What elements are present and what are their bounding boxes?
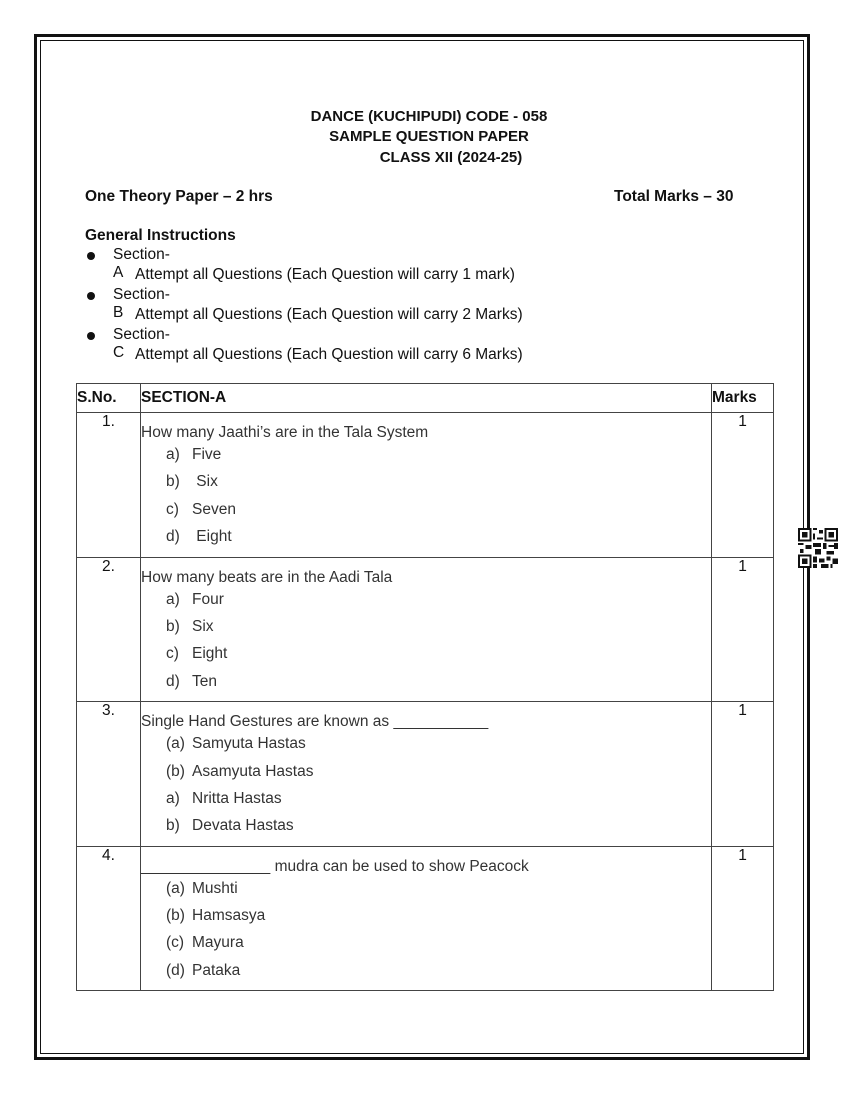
options-list [141,730,711,846]
option-text: Asamyuta Hastas [192,762,314,780]
option-text: Devata Hastas [192,817,294,835]
paper-subtitle: SAMPLE QUESTION PAPER [329,128,529,145]
instruction-section: Section-C [113,326,170,361]
option-label: a) [166,446,180,463]
option-text: Eight [192,528,232,546]
header-section: SECTION-A [141,384,712,413]
option-label: (d) [166,961,185,979]
option-item [141,875,711,902]
table-row [77,702,774,847]
paper-title: DANCE (KUCHIPUDI) CODE - 058 [310,108,548,125]
option-item [141,785,711,812]
option-text: Five [192,446,222,463]
table-row [77,413,774,558]
option-label: a) [166,590,180,608]
instruction-section: Section-A [113,246,170,281]
instruction-desc: Attempt all Questions (Each Question will carry 6 Marks) [135,346,523,363]
option-item [141,586,711,613]
instruction-desc: Attempt all Questions (Each Question will carry 1 mark) [135,266,515,283]
option-item [141,812,711,839]
total-marks: Total Marks – 30 [614,188,734,205]
question-marks: 1 [712,702,774,847]
bullet-icon [87,292,95,300]
question-text: _______________ mudra can be used to show Peacock [141,857,529,875]
option-text: Pataka [192,961,241,979]
bullet-icon [87,332,95,340]
option-item [141,668,711,695]
option-item [141,758,711,785]
option-label: (a) [166,735,185,753]
question-marks: 1 [712,846,774,991]
instruction-desc: Attempt all Questions (Each Question will carry 2 Marks) [135,306,523,323]
instruction-section: Section-B [113,286,170,321]
options-list [141,875,711,991]
question-text: Single Hand Gestures are known as ___________ [141,713,489,731]
qr-code-icon [798,528,838,568]
option-text: Six [192,617,214,635]
question-cell [141,846,712,991]
option-item [141,640,711,667]
option-item [141,613,711,640]
option-label: d) [166,672,180,690]
paper-duration: One Theory Paper – 2 hrs [85,188,273,205]
option-label: b) [166,473,180,491]
option-label: d) [166,528,180,546]
option-text: Mayura [192,934,244,952]
option-item [141,468,711,495]
table-header-row [77,384,774,413]
question-number: 3. [77,702,141,847]
option-label: c) [166,645,179,663]
options-list [141,586,711,702]
option-label: (c) [166,934,185,952]
table-row [77,846,774,991]
paper-class: CLASS XII (2024-25) [379,149,523,166]
option-text: Hamsasya [192,907,266,925]
header-marks: Marks [712,384,774,413]
option-item [141,902,711,929]
option-label: c) [166,500,179,518]
question-text: How many beats are in the Aadi Tala [141,568,393,586]
instructions-title: General Instructions [85,227,236,244]
option-label: b) [166,817,180,835]
question-table [76,383,774,991]
bullet-icon [87,252,95,260]
question-number: 1. [77,413,141,558]
table-row [77,557,774,702]
option-text: Ten [192,672,217,690]
question-marks: 1 [712,557,774,702]
option-text: Mushti [192,879,238,897]
option-text: Eight [192,645,228,663]
option-item [141,441,711,468]
option-item [141,523,711,550]
header-sno: S.No. [77,384,141,413]
option-item [141,957,711,984]
options-list [141,441,711,557]
question-text: How many Jaathi’s are in the Tala System [141,424,429,441]
option-text: Seven [192,500,236,518]
option-text: Six [192,473,218,491]
question-cell [141,702,712,847]
option-label: (b) [166,762,185,780]
question-number: 2. [77,557,141,702]
question-cell [141,557,712,702]
option-text: Samyuta Hastas [192,735,306,753]
question-marks: 1 [712,413,774,558]
option-item [141,929,711,956]
question-cell [141,413,712,558]
option-text: Four [192,590,224,608]
option-item [141,730,711,757]
option-label: a) [166,789,180,807]
option-text: Nritta Hastas [192,789,282,807]
option-label: (a) [166,879,185,897]
option-item [141,496,711,523]
option-label: b) [166,617,180,635]
option-label: (b) [166,907,185,925]
question-number: 4. [77,846,141,991]
